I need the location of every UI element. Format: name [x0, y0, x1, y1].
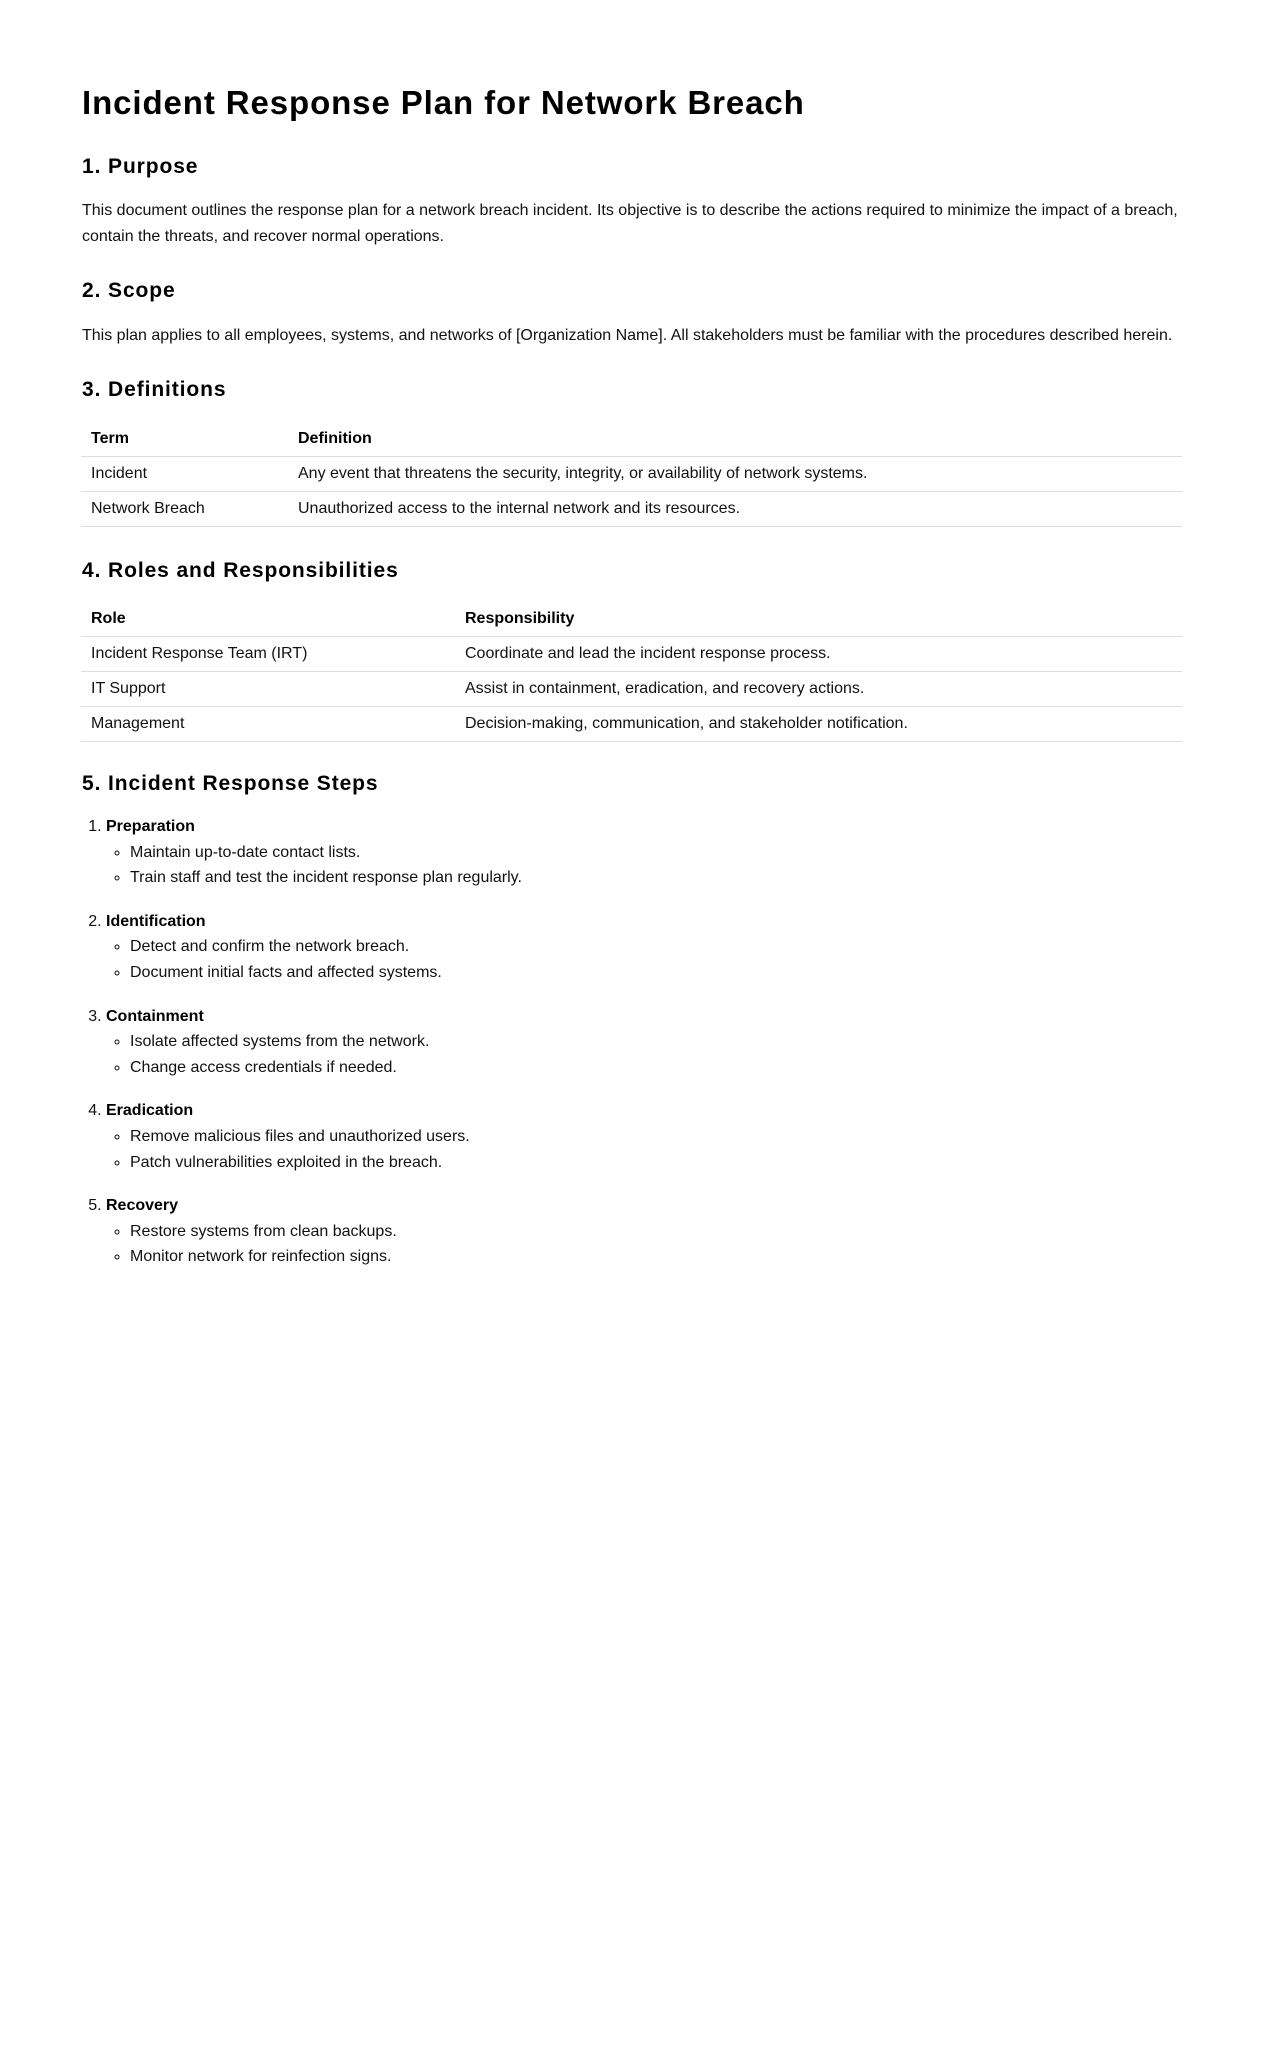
column-header-term: Term: [81, 422, 288, 457]
list-item: ◦ Monitor network for reinfection signs.: [130, 1244, 522, 1270]
definition-cell: Unauthorized access to the internal network and its resources.: [288, 492, 1182, 527]
step-actions-list: [106, 840, 522, 891]
section-heading-roles: 4. Roles and Responsibilities: [82, 559, 399, 582]
list-item: ◦ Isolate affected systems from the network.: [130, 1029, 522, 1055]
roles-table: [81, 602, 1182, 742]
role-cell: Incident Response Team (IRT): [81, 637, 455, 672]
section-heading-steps: 5. Incident Response Steps: [82, 772, 379, 795]
step-title: Containment: [106, 1007, 204, 1025]
list-item: ◦ Change access credentials if needed.: [130, 1055, 522, 1081]
table-row: [81, 492, 1182, 527]
list-item: ◦ Remove malicious files and unauthorized users.: [130, 1124, 522, 1150]
step-item-recovery: [106, 1193, 522, 1270]
list-item: ◦ Detect and confirm the network breach.: [130, 934, 522, 960]
table-row: [81, 457, 1182, 492]
step-item-containment: [106, 1004, 522, 1081]
list-item: ◦ Restore systems from clean backups.: [130, 1219, 522, 1245]
step-title: Eradication: [106, 1102, 194, 1120]
section-heading-purpose: 1. Purpose: [82, 155, 199, 178]
step-actions-list: [106, 934, 522, 985]
responsibility-cell: Coordinate and lead the incident response process.: [455, 637, 1182, 672]
response-steps-list: [82, 814, 522, 1288]
step-item-identification: [106, 909, 522, 986]
section-heading-definitions: 3. Definitions: [82, 378, 227, 401]
table-row: [81, 637, 1182, 672]
list-item: ◦ Patch vulnerabilities exploited in the breach.: [130, 1150, 522, 1176]
step-item-preparation: [106, 814, 522, 891]
list-item: ◦ Train staff and test the incident response plan regularly.: [130, 865, 522, 891]
column-header-role: Role: [81, 602, 455, 637]
step-title: Recovery: [106, 1197, 179, 1215]
step-title: Identification: [106, 912, 206, 930]
step-actions-list: [106, 1124, 522, 1175]
step-item-eradication: [106, 1098, 522, 1175]
term-cell: Incident: [81, 457, 288, 492]
role-cell: IT Support: [81, 672, 455, 707]
term-cell: Network Breach: [81, 492, 288, 527]
document-title: Incident Response Plan for Network Breach: [82, 84, 805, 121]
column-header-definition: Definition: [288, 422, 1182, 457]
responsibility-cell: Decision-making, communication, and stakeholder notification.: [455, 707, 1182, 742]
scope-text: This plan applies to all employees, systems, and networks of [Organization Name]. All stakeholders must be familiar with the procedures described herein.: [82, 327, 1173, 344]
definition-cell: Any event that threatens the security, integrity, or availability of network systems.: [288, 457, 1182, 492]
list-item: ◦ Document initial facts and affected systems.: [130, 960, 522, 986]
step-title: Preparation: [106, 818, 195, 835]
step-actions-list: [106, 1029, 522, 1080]
purpose-text: This document outlines the response plan for a network breach incident. Its objective is to describe the actions required to minimize the impact of a breach, contain the threats, and recover normal operations.: [82, 202, 1178, 245]
list-item: ◦ Maintain up-to-date contact lists.: [130, 840, 522, 866]
table-row: [81, 672, 1182, 707]
section-heading-scope: 2. Scope: [82, 279, 176, 302]
role-cell: Management: [81, 707, 455, 742]
responsibility-cell: Assist in containment, eradication, and recovery actions.: [455, 672, 1182, 707]
table-header-row: [81, 602, 1182, 637]
table-row: [81, 707, 1182, 742]
step-actions-list: [106, 1219, 522, 1270]
table-header-row: [81, 422, 1182, 457]
definitions-table: [81, 422, 1182, 527]
column-header-responsibility: Responsibility: [455, 602, 1182, 637]
